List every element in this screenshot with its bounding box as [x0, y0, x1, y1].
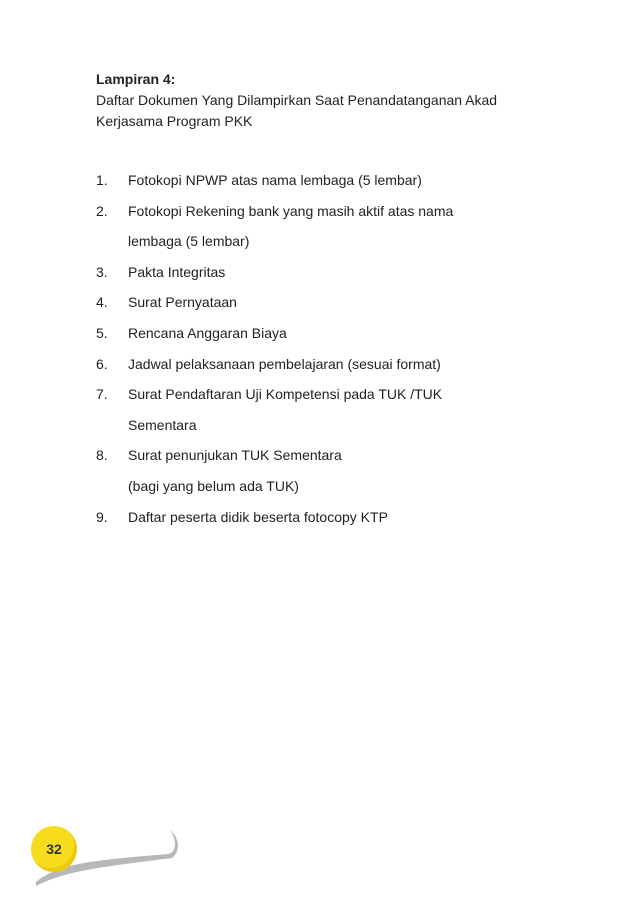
list-item-number: 9. [96, 508, 108, 525]
list-item [96, 257, 536, 288]
list-item-text: Fotokopi NPWP atas nama lembaga (5 lembar) [128, 172, 422, 188]
list-item-text: Daftar peserta didik beserta fotocopy KTP [128, 508, 388, 525]
list-item-text: Surat Pendaftaran Uji Kompetensi pada TUK /TUK [128, 386, 443, 403]
list-item-text-continued: Sementara [128, 416, 197, 433]
list-item-text: Fotokopi Rekening bank yang masih aktif atas nama [128, 202, 454, 219]
attachment-title-line-1: Daftar Dokumen Yang Dilampirkan Saat Penandatanganan Akad [96, 92, 498, 108]
list-item-number: 8. [96, 447, 108, 464]
page-corner-swoosh [0, 800, 200, 900]
list-item [96, 318, 536, 349]
attachment-title-line-2: Kerjasama Program PKK [96, 113, 253, 129]
list-item-number: 6. [96, 355, 108, 372]
list-item-number: 1. [96, 172, 108, 188]
list-item-text: Jadwal pelaksanaan pembelajaran (sesuai format) [128, 355, 441, 372]
list-item [96, 287, 536, 318]
list-item-text: Pakta Integritas [128, 263, 226, 280]
list-item-number: 3. [96, 263, 108, 280]
list-item-text-continued: lembaga (5 lembar) [128, 233, 250, 250]
list-item-number: 2. [96, 202, 108, 219]
list-item-text: Rencana Anggaran Biaya [128, 324, 287, 341]
list-item [96, 440, 536, 501]
list-item-number: 7. [96, 386, 108, 403]
list-item [96, 165, 536, 196]
list-item [96, 379, 536, 440]
list-item-text: Surat Pernyataan [128, 294, 237, 311]
list-item [96, 502, 536, 533]
list-item [96, 196, 536, 257]
list-item-number: 4. [96, 294, 108, 311]
attachment-heading [96, 69, 556, 132]
list-item-text-continued: (bagi yang belum ada TUK) [128, 477, 299, 494]
list-item-text: Surat penunjukan TUK Sementara [128, 447, 342, 464]
page-number: 32 [46, 841, 62, 857]
attachment-label: Lampiran 4: [96, 71, 176, 87]
list-item [96, 349, 536, 380]
document-list [96, 165, 536, 532]
list-item-number: 5. [96, 324, 108, 341]
